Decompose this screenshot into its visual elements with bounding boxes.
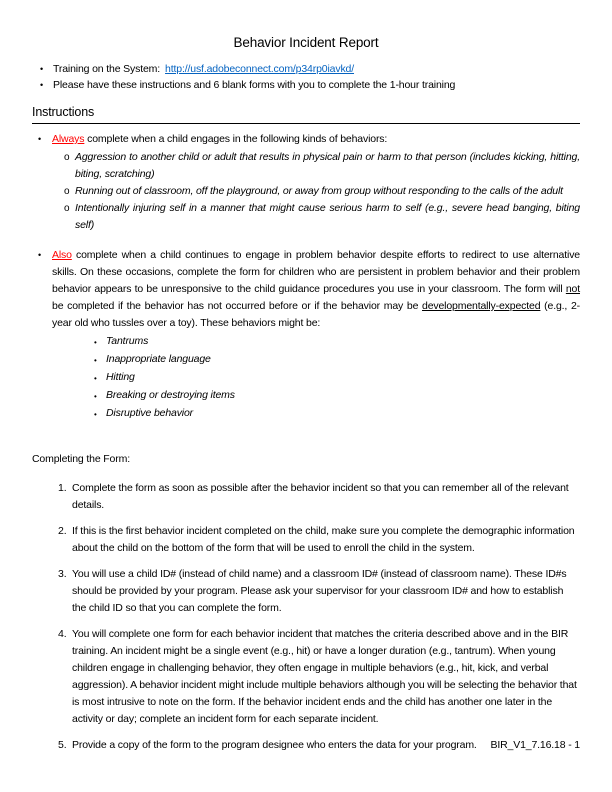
always-sub-list [32, 149, 580, 234]
step-number: 3. [58, 568, 67, 580]
also-part2: be completed if the behavior has not occurred before or if the behavior may be [52, 300, 423, 312]
step-text: Complete the form as soon as possible after the behavior incident so that you can remember all of the relevant details. [72, 482, 569, 511]
list-item [94, 369, 580, 387]
also-part1: complete when a child continues to engage in problem behavior despite efforts to redirect to use alternative skills. On these occasions, complete the form for children who are persistent in problem behavior and their problem behavior appears to be unresponsive to the child guidance procedures you use in your classroom. The form will [52, 249, 580, 295]
step-number: 2. [58, 525, 67, 537]
intro-list [32, 61, 580, 93]
list-item [94, 405, 580, 423]
always-text [52, 131, 580, 148]
behavior-item-text: Hitting [106, 371, 135, 383]
step-item [58, 566, 580, 617]
always-bullet [38, 131, 580, 148]
also-keyword: Also [52, 249, 72, 261]
bullet-icon: • [38, 250, 42, 260]
step-number: 5. [58, 739, 67, 751]
intro-item-forms [32, 77, 580, 93]
always-sub-item-text: Intentionally injuring self in a manner that might cause serious harm to self (e.g., severe head banging, biting self) [75, 202, 580, 231]
instructions-heading: Instructions [32, 105, 580, 124]
step-number: 4. [58, 628, 67, 640]
training-label: Training on the System: [53, 63, 161, 75]
also-section [32, 247, 580, 423]
step-item [58, 523, 580, 557]
list-item [64, 149, 580, 183]
behavior-item-text: Inappropriate language [106, 353, 211, 365]
small-bullet-icon: • [94, 374, 97, 383]
bullet-icon: • [40, 80, 44, 90]
also-underline-developmentally-expected: developmentally-expected [422, 300, 541, 312]
footer-version-label: BIR_V1_7.16.18 - 1 [490, 739, 580, 751]
step-text: If this is the first behavior incident completed on the child, make sure you complete the demographic information about the child on the bottom of the form that will be used to enroll the child in the system. [72, 525, 575, 554]
intro-item-training [32, 61, 580, 77]
behavior-item-text: Disruptive behavior [106, 407, 194, 419]
list-item [94, 333, 580, 351]
circle-bullet-icon: o [64, 186, 70, 197]
intro-item-forms-text: Please have these instructions and 6 blank forms with you to complete the 1-hour training [53, 79, 456, 91]
also-bullet [38, 247, 580, 332]
behavior-item-text: Tantrums [106, 335, 149, 347]
always-section [32, 131, 580, 234]
list-item [94, 351, 580, 369]
also-sub-list [32, 333, 580, 423]
bullet-icon: • [38, 134, 42, 144]
step-number: 1. [58, 482, 67, 494]
also-text [52, 247, 580, 332]
small-bullet-icon: • [94, 392, 97, 401]
page-title: Behavior Incident Report [233, 35, 379, 50]
training-link[interactable]: http://usf.adobeconnect.com/p34rp0iavkd/ [165, 63, 355, 75]
step-text: Provide a copy of the form to the program designee who enters the data for your program. [72, 739, 477, 751]
always-lead: complete when a child engages in the following kinds of behaviors: [84, 133, 388, 145]
also-part3: (e.g., 2-year old who tussles over a toy). These behaviors might be: [52, 300, 580, 329]
steps-list [58, 480, 580, 754]
step-item [58, 480, 580, 514]
completing-the-form-heading: Completing the Form: [32, 453, 130, 465]
also-underline-not: not [565, 283, 580, 295]
small-bullet-icon: • [94, 356, 97, 365]
step-text: You will use a child ID# (instead of child name) and a classroom ID# (instead of classroom name). These ID#s should be provided by your program. Please ask your supervisor for your classroom ID# and how to establish the child ID so that you can complete the form. [72, 568, 567, 614]
bullet-icon: • [40, 64, 44, 74]
always-sub-item-text: Aggression to another child or adult that results in physical pain or harm to that person (includes kicking, hitting, biting, scratching) [75, 151, 580, 180]
step-item [58, 626, 580, 728]
list-item [64, 183, 580, 200]
small-bullet-icon: • [94, 338, 97, 347]
small-bullet-icon: • [94, 410, 97, 419]
list-item [94, 387, 580, 405]
circle-bullet-icon: o [64, 152, 70, 163]
always-sub-item-text: Running out of classroom, off the playground, or away from group without responding to the calls of the adult [75, 185, 563, 197]
intro-item-training-text [53, 61, 354, 77]
list-item [64, 200, 580, 234]
behavior-item-text: Breaking or destroying items [106, 389, 235, 401]
step-text: You will complete one form for each behavior incident that matches the criteria described above and in the BIR training. An incident might be a single event (e.g., hit) or have a longer duration (e.g., tantrum). When young children engage in challenging behavior, they often engage in multiple behaviors (e.g., hit, kick, and verbal aggression). A behavior incident might include multiple behaviors although you will be selecting the behavior that is most intrusive to note on the form. If the behavior incident ends and the child has another one later in the activity or day; complete an incident form for each separate incident. [72, 628, 577, 725]
always-keyword: Always [52, 133, 85, 145]
circle-bullet-icon: o [64, 203, 70, 214]
